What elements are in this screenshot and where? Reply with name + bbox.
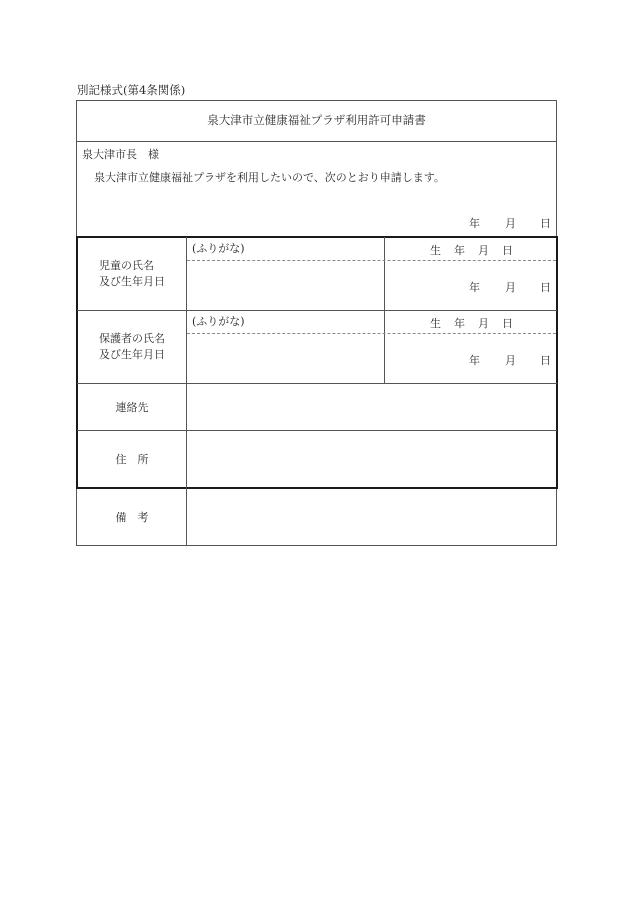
contact-field[interactable] (187, 384, 556, 430)
child-birth-header-year: 年 (454, 244, 465, 257)
guardian-birth-header-year: 年 (454, 317, 465, 330)
child-furigana-label: (ふりがな) (192, 242, 245, 255)
application-date-month: 月 (505, 217, 516, 230)
child-birth-header-sei: 生 (430, 244, 441, 257)
remarks-label: 備 考 (115, 510, 149, 524)
child-label-line1: 児童の氏名 (99, 258, 154, 272)
guardian-birth-header-month: 月 (478, 317, 489, 330)
child-label-cell (78, 237, 186, 310)
application-date-year: 年 (469, 217, 480, 230)
frame-bottom-border (76, 545, 557, 546)
guardian-birth-day: 日 (540, 354, 551, 367)
guardian-name-field[interactable] (187, 334, 383, 382)
child-birth-header-day: 日 (502, 244, 513, 257)
frame-top-border (76, 100, 557, 101)
child-birth-header-month: 月 (478, 244, 489, 257)
guardian-birth-month: 月 (505, 354, 516, 367)
child-name-field[interactable] (187, 261, 383, 309)
addressee: 泉大津市長 様 (82, 148, 159, 161)
child-birth-month: 月 (505, 281, 516, 294)
form-title: 泉大津市立健康福祉プラザ利用許可申請書 (207, 113, 426, 127)
guardian-birth-header-day: 日 (502, 317, 513, 330)
address-field[interactable] (187, 431, 556, 487)
child-birth-year: 年 (469, 281, 480, 294)
guardian-label-line2: 及び生年月日 (99, 348, 165, 361)
remarks-field[interactable] (187, 489, 556, 545)
contact-label: 連絡先 (115, 400, 149, 414)
child-label-line2: 及び生年月日 (99, 274, 165, 288)
form-reference: 別記様式(第4条関係) (77, 83, 186, 97)
guardian-label-cell (78, 311, 186, 383)
guardian-birth-header-sei: 生 (430, 317, 441, 330)
guardian-label-line1: 保護者の氏名 (99, 332, 165, 345)
thick-block-right (556, 236, 558, 488)
request-statement: 泉大津市立健康福祉プラザを利用したいので、次のとおり申請します。 (94, 171, 445, 184)
child-birth-day: 日 (540, 281, 551, 294)
guardian-furigana-label: (ふりがな) (192, 315, 245, 328)
address-label: 住 所 (115, 452, 149, 466)
guardian-birth-year: 年 (469, 354, 480, 367)
title-divider (76, 141, 557, 142)
application-date-day: 日 (540, 217, 551, 230)
